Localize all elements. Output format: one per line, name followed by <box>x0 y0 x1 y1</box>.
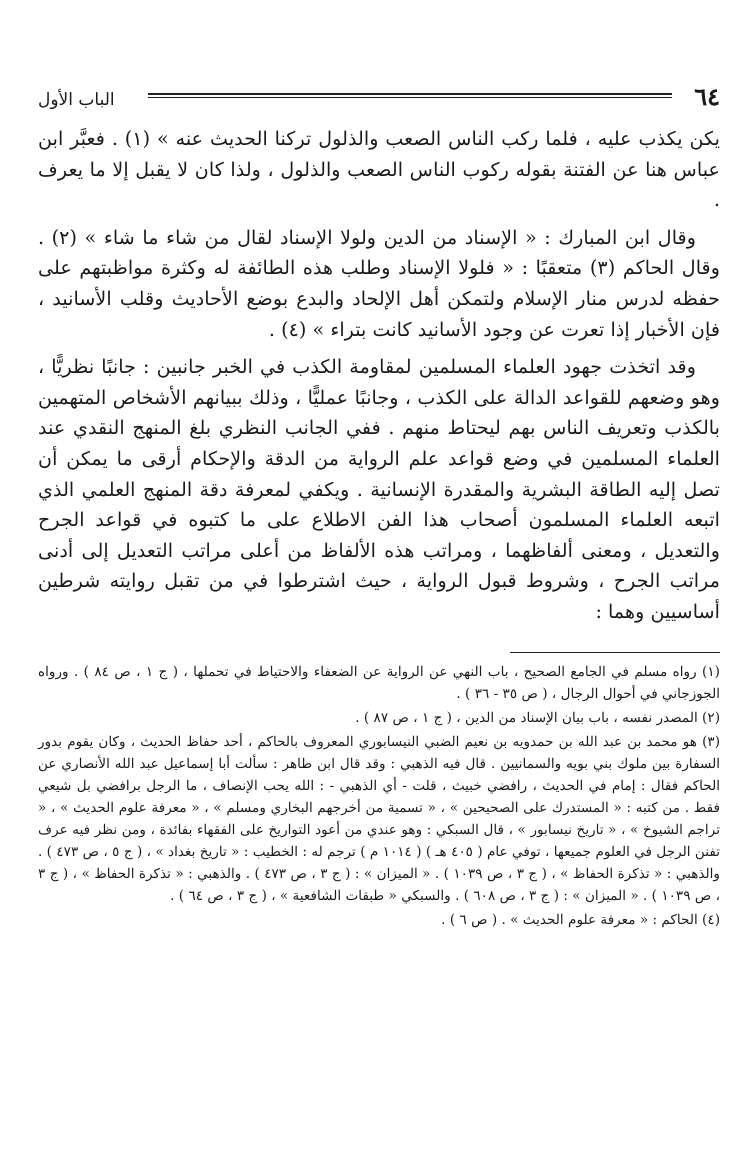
paragraph: يكن يكذب عليه ، فلما ركب الناس الصعب والذلول تركنا الحديث عنه » (١) . فعبَّر ابن عباس هنا عن الفتنة بقوله ركوب الناس الصعب والذلول ، ولذا كان لا يقبل إلا ما يعرف . <box>38 127 720 212</box>
page-number: ٦٤ <box>694 82 720 111</box>
footnotes <box>38 661 720 931</box>
footnote: (٣) هو محمد بن عبد الله بن حمدويه بن نعيم الضبي النيسابوري المعروف بالحاكم ، أحد حفاظ الحديث ، وكان يقوم بدور السفارة بين ملوك بني بويه والسمانيين . قال فيه الذهبي : وقد قال ابن طاهر : سألت أبا إسماعيل عبد الله الأنصاري عن الحاكم فقال : إمام في الحديث ، رافضي خبيث ، قلت - أي الذهبي - : الله يحب الإنصاف ، ما الرجل برافضي بل شيعي فقط . من كتبه : « المستدرك على الصحيحين » ، « تسمية من أخرجهم البخاري ومسلم » ، « معرفة علوم الحديث » ، « تراجم الشيوخ » ، « تاريخ نيسابور » ، قال السبكي : وهو عندي من أعود التواريخ على الفقهاء بفائدة ، ومن نظر فيه عرف تفنن الرجل في العلوم جميعها ، توفي عام ( ٤٠٥ هـ ) ( ١٠١٤ م ) ترجم له : الخطيب : « تاريخ بغداد » ، ( ج ٥ ، ص ٤٧٣ ) . والذهبي : « تذكرة الحفاظ » ، ( ج ٣ ، ص ١٠٣٩ ) . « الميزان » : ( ج ٣ ، ص ٤٧٣ ) . والذهبي : « تذكرة الحفاظ » ، ( ج ٣ ، ص ١٠٣٩ ) . « الميزان » : ( ج ٣ ، ص ٦٠٨ ) . والسبكي « طبقات الشافعية » ، ( ج ٣ ، ص ٦٤ ) . <box>38 733 720 904</box>
chapter-title: الباب الأول <box>38 90 115 110</box>
paragraph: وقد اتخذت جهود العلماء المسلمين لمقاومة الكذب في الخبر جانبين : جانبًا نظريًّا ، وهو وضعهم للقواعد الدالة على الكذب ، وجانبًا عمليًّا ، وذلك ببيانهم الأشخاص المتهمين بالكذب وتعريف الناس بهم ليحتاط منهم . ففي الجانب النظري بلغ المنهج النقدي عند العلماء المسلمين في وضع قواعد علم الرواية من الدقة والإحكام أرقى ما يمكن أن تصل إليه الطاقة البشرية والمقدرة الإنسانية . ويكفي لمعرفة دقة المنهج العلمي الذي اتبعه العلماء المسلمون أصحاب هذا الفن الاطلاع على ما كتبوه في قواعد الجرح والتعديل ، ومعنى ألفاظهما ، ومراتب هذه الألفاظ من أعلى مراتب التعديل إلى أدنى مراتب الجرح ، وشروط قبول الرواية ، حيث اشترطوا في من تقبل روايته شرطين أساسيين وهما : <box>38 355 720 623</box>
footnote: (٤) الحاكم : « معرفة علوم الحديث » . ( ص ٦ ) . <box>441 911 720 928</box>
footnote: (١) رواه مسلم في الجامع الصحيح ، باب النهي عن الرواية عن الضعفاء والاحتياط في تحملها ، ( ج ١ ، ص ٨٤ ) . ورواه الجوزجاني في أحوال الرجال ، ( ص ٣٥ - ٣٦ ) . <box>38 663 720 702</box>
paragraph: وقال ابن المبارك : « الإسناد من الدين ولولا الإسناد لقال من شاء ما شاء » (٢) . وقال الحاكم (٣) متعقبًا : « فلولا الإسناد وطلب هذه الطائفة له وكثرة مواظبتهم على حفظه لدرس منار الإسلام ولتمكن أهل الإلحاد والبدع بوضع الأحاديث وقلب الأسانيد ، فإن الأخبار إذا تعرت عن وجود الأسانيد كانت بتراء » (٤) . <box>38 225 720 341</box>
book-page <box>38 76 720 931</box>
page-header <box>38 76 720 112</box>
footnote: (٢) المصدر نفسه ، باب بيان الإسناد من الدين ، ( ج ١ ، ص ٨٧ ) . <box>355 709 720 726</box>
main-text <box>38 124 720 628</box>
header-rule <box>148 93 672 98</box>
footnote-separator <box>510 652 720 653</box>
